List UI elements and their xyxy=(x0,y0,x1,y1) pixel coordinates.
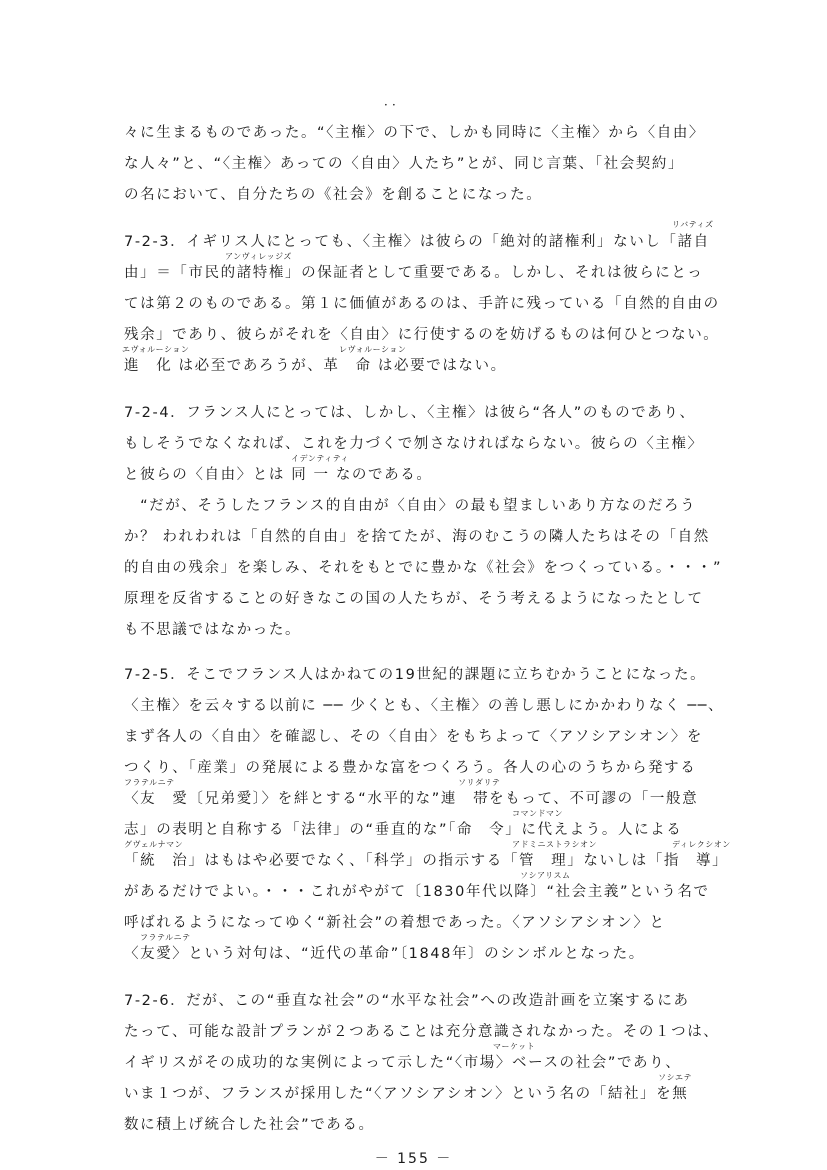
ruby-gouvernement: グヴェルナマン xyxy=(124,840,184,849)
text-line: の名において、自分たちの《社会》を創ることになった。 xyxy=(124,187,543,203)
text-line: 〈主権〉を云々する以前に ── 少くとも、〈主権〉の善し悪しにかかわりなく ──、 xyxy=(124,698,725,714)
ruby-privileges: アンヴィレッジズ xyxy=(225,252,292,261)
text-line: いま１つが、フランスが採用した“〈アソシアシオン〉という名の「結社」を無 xyxy=(124,1086,689,1102)
text-line: ては第２のものである。第１に価値があるのは、手許に残っている「自然的自由の xyxy=(124,296,720,312)
text-line: 「統 治」はもはや必要でなく、「科学」の指示する「管 理」ないしは「指 導」 xyxy=(124,853,729,869)
text-line: 志」の表明と自称する「法律」の“垂直的な”「命 令」に代えよう。人による xyxy=(124,822,683,838)
text-line: 由」＝「市民的諸特権」の保証者として重要である。しかし、それは彼らにとっ xyxy=(124,265,704,281)
text-line: か？ われわれは「自然的自由」を捨てたが、海のむこうの隣人たちはその「自然 xyxy=(124,529,710,545)
text-line: 数に積上げ統合した社会”である。 xyxy=(124,1117,375,1133)
text-line: イギリスがその成功的な実例によって示した“〈市場〉ベースの社会”であり、 xyxy=(124,1055,682,1071)
page-number: － 155 － xyxy=(374,1151,453,1167)
text-line: 7-2-4．フランス人にとっては、しかし、〈主権〉は彼ら“各人”のものであり、 xyxy=(124,405,696,421)
text-line: まず各人の〈自由〉を確認し、その〈自由〉をもちよって〈アソシアシオン〉を xyxy=(124,729,704,745)
ruby-commandement: コマンドマン xyxy=(512,809,563,818)
text-line: つくり、「産業」の発展による豊かな富をつくろう。各人の心のうちから発する xyxy=(124,760,697,776)
top-mark: ．． xyxy=(384,94,407,108)
ruby-societe: ソシエテ xyxy=(658,1073,692,1082)
text-line: があるだけでよい。・・・これがやがて〔1830年代以降〕“社会主義”という名で xyxy=(124,884,710,900)
text-line: 7-2-5．そこでフランス人はかねての19世紀的課題に立ちむかうことになった。 xyxy=(124,667,707,683)
ruby-market: マーケット xyxy=(493,1042,536,1051)
text-line: “だが、そうしたフランス的自由が〈自由〉の最も望ましいあり方なのだろう xyxy=(124,498,697,514)
ruby-identity: イデンティティ xyxy=(291,454,350,463)
text-line: と彼らの〈自由〉とは 同 一 なのである。 xyxy=(124,467,433,483)
text-line: 〈友 愛〔兄弟愛〕〉を絆とする“水平的な”連 帯をもって、不可謬の「一般意 xyxy=(124,791,699,807)
ruby-evolution: エヴォルーション xyxy=(122,345,190,354)
ruby-liberties: リバティズ xyxy=(672,220,714,229)
ruby-fraternite-2: フラテルニテ xyxy=(140,933,191,942)
text-line: 原理を反省することの好きなこの国の人たちが、そう考えるようになったとして xyxy=(124,591,704,607)
text-line: 7-2-6．だが、この“垂直な社会”の“水平な社会”への改造計画を立案するにあ xyxy=(124,993,690,1009)
text-line: な人々”と、“〈主権〉あっての〈自由〉人たち”とが、同じ言葉、「社会契約」 xyxy=(124,156,685,172)
ruby-revolution: レヴォルーション xyxy=(339,345,407,354)
text-line: も不思議ではなかった。 xyxy=(124,622,302,638)
ruby-administration: アドミニストラシオン xyxy=(512,840,597,849)
ruby-direction: ディレクシオン xyxy=(672,840,731,849)
text-line: 7-2-3．イギリス人にとっても、〈主権〉は彼らの「絶対的諸権利」ないし「諸自 xyxy=(124,234,710,250)
text-line: 呼ばれるようになってゆく“新社会”の着想であった。〈アソシアシオン〉と xyxy=(124,915,666,931)
ruby-solidarite: ソリダリテ xyxy=(458,778,501,787)
text-line: 進 化 は必至であろうが、革 命 は必要ではない。 xyxy=(124,358,507,374)
text-line: 残余」であり、彼らがそれを〈自由〉に行使するのを妨げるものは何ひとつない。 xyxy=(124,327,720,343)
text-line: 々に生まるものであった。“〈主権〉の下で、しかも同時に〈主権〉から〈自由〉 xyxy=(124,125,706,141)
text-line: もしそうでなくなれば、これを力づくで刎さなければならない。彼らの〈主権〉 xyxy=(124,436,704,452)
text-line: 的自由の残余」を楽しみ、それをもとでに豊かな《社会》をつくっている。・・・” xyxy=(124,560,723,576)
text-line: たって、可能な設計プランが２つあることは充分意識されなかった。その１つは、 xyxy=(124,1024,720,1040)
ruby-socialisme: ソシアリスム xyxy=(520,871,571,880)
ruby-fraternite: フラテルニテ xyxy=(124,778,175,787)
text-line: 〈友愛〉という対句は、“近代の革命”〔1848年〕のシンボルとなった。 xyxy=(124,946,645,962)
